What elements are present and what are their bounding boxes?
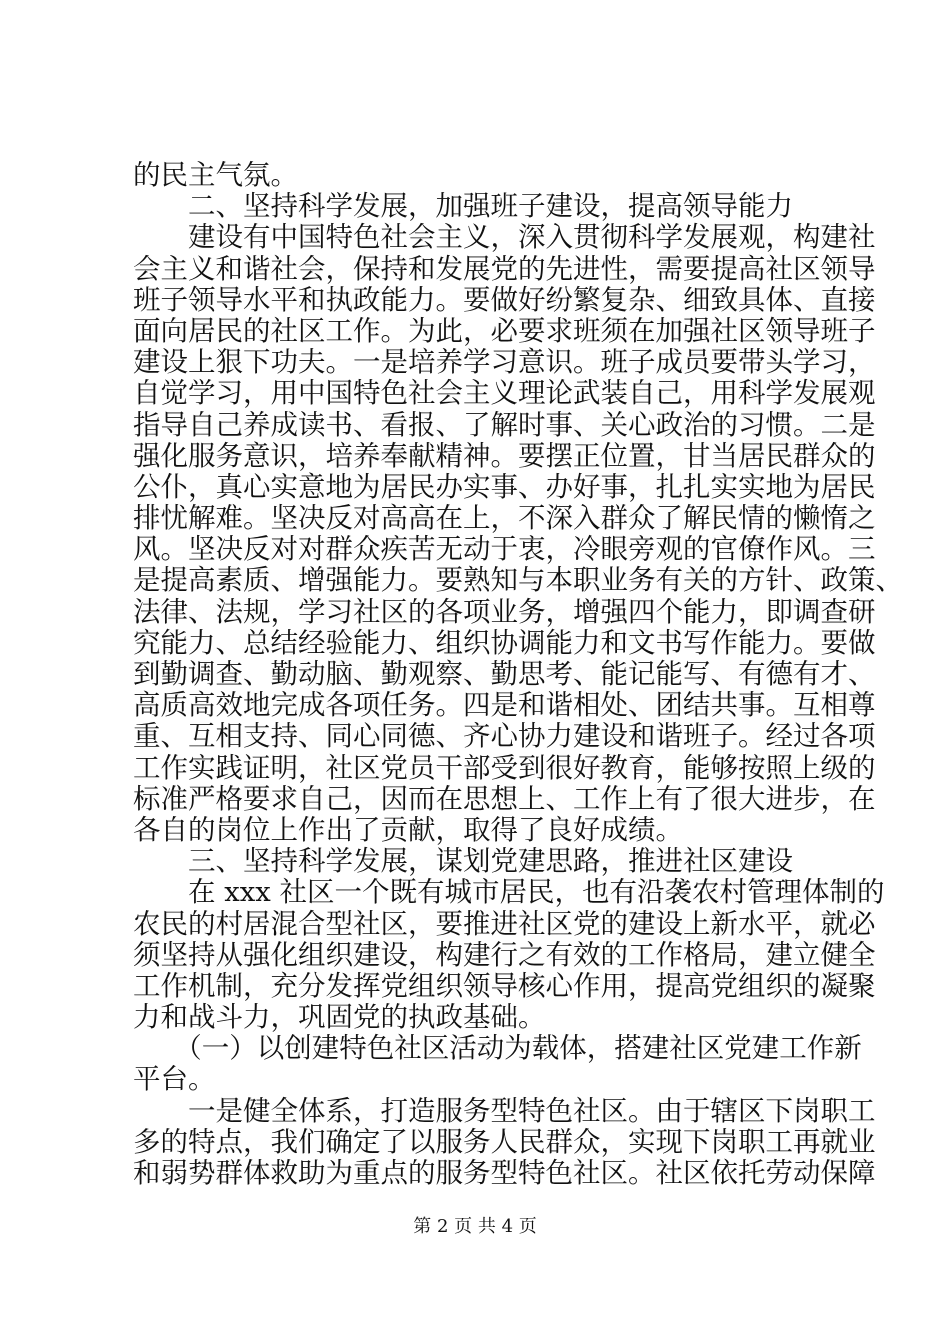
text-line: 建设上狠下功夫。一是培养学习意识。班子成员要带头学习， xyxy=(133,346,876,379)
section-heading: 二、坚持科学发展，加强班子建设，提高领导能力 xyxy=(133,190,793,223)
text-line: 力和战斗力，巩固党的执政基础。 xyxy=(133,1001,546,1034)
text-line: 是提高素质、增强能力。要熟知与本职业务有关的方针、政策、 xyxy=(133,564,903,597)
text-line: 农民的村居混合型社区，要推进社区党的建设上新水平，就必 xyxy=(133,907,876,940)
text-line: 工作机制，充分发挥党组织领导核心作用，提高党组织的凝聚 xyxy=(133,969,876,1002)
text-line: 风。坚决反对对群众疾苦无动于衷，冷眼旁观的官僚作风。三 xyxy=(133,533,876,566)
text-line: 高质高效地完成各项任务。四是和谐相处、团结共事。互相尊 xyxy=(133,689,876,722)
text-line: 平台。 xyxy=(133,1063,216,1096)
text-line: 在 xxx 社区一个既有城市居民，也有沿袭农村管理体制的 xyxy=(133,876,885,909)
text-line: 一是健全体系，打造服务型特色社区。由于辖区下岗职工 xyxy=(133,1094,876,1127)
page-footer: 第 2 页 共 4 页 xyxy=(413,1216,537,1237)
text-line: 自觉学习，用中国特色社会主义理论武装自己，用科学发展观 xyxy=(133,377,876,410)
text-line: 到勤调查、勤动脑、勤观察、勤思考、能记能写、有德有才、 xyxy=(133,658,876,690)
text-line: 强化服务意识，培养奉献精神。要摆正位置，甘当居民群众的 xyxy=(133,439,876,472)
text-line: 和弱势群体救助为重点的服务型特色社区。社区依托劳动保障 xyxy=(133,1157,876,1189)
text-line: 法律、法规，学习社区的各项业务，增强四个能力，即调查研 xyxy=(133,595,876,628)
text-line: 公仆，真心实意地为居民办实事、办好事，扎扎实实地为居民 xyxy=(133,470,876,503)
text-line: 工作实践证明，社区党员干部受到很好教育，能够按照上级的 xyxy=(133,751,876,784)
text-line: 面向居民的社区工作。为此，必要求班须在加强社区领导班子 xyxy=(133,314,876,347)
text-line: 标准严格要求自己，因而在思想上、工作上有了很大进步，在 xyxy=(133,782,876,815)
text-line: 指导自己养成读书、看报、了解时事、关心政治的习惯。二是 xyxy=(133,408,876,441)
text-line: 各自的岗位上作出了贡献，取得了良好成绩。 xyxy=(133,813,683,846)
text-line: 班子领导水平和执政能力。要做好纷繁复杂、细致具体、直接 xyxy=(133,283,876,316)
subsection-heading: （一）以创建特色社区活动为载体，搭建社区党建工作新 xyxy=(133,1032,862,1065)
text-line: 多的特点，我们确定了以服务人民群众，实现下岗职工再就业 xyxy=(133,1125,876,1158)
text-line: 究能力、总结经验能力、组织协调能力和文书写作能力。要做 xyxy=(133,626,876,659)
section-heading: 三、坚持科学发展，谋划党建思路，推进社区建设 xyxy=(133,845,793,878)
text-line: 排忧解难。坚决反对高高在上，不深入群众了解民情的懒惰之 xyxy=(133,502,876,535)
text-line: 建设有中国特色社会主义，深入贯彻科学发展观，构建社 xyxy=(133,221,876,254)
text-line: 的民主气氛。 xyxy=(133,159,298,191)
text-line: 会主义和谐社会，保持和发展党的先进性，需要提高社区领导 xyxy=(133,252,876,285)
document-body xyxy=(133,159,903,1189)
text-line: 须坚持从强化组织建设，构建行之有效的工作格局，建立健全 xyxy=(133,938,876,971)
text-line: 重、互相支持、同心同德、齐心协力建设和谐班子。经过各项 xyxy=(133,720,876,753)
